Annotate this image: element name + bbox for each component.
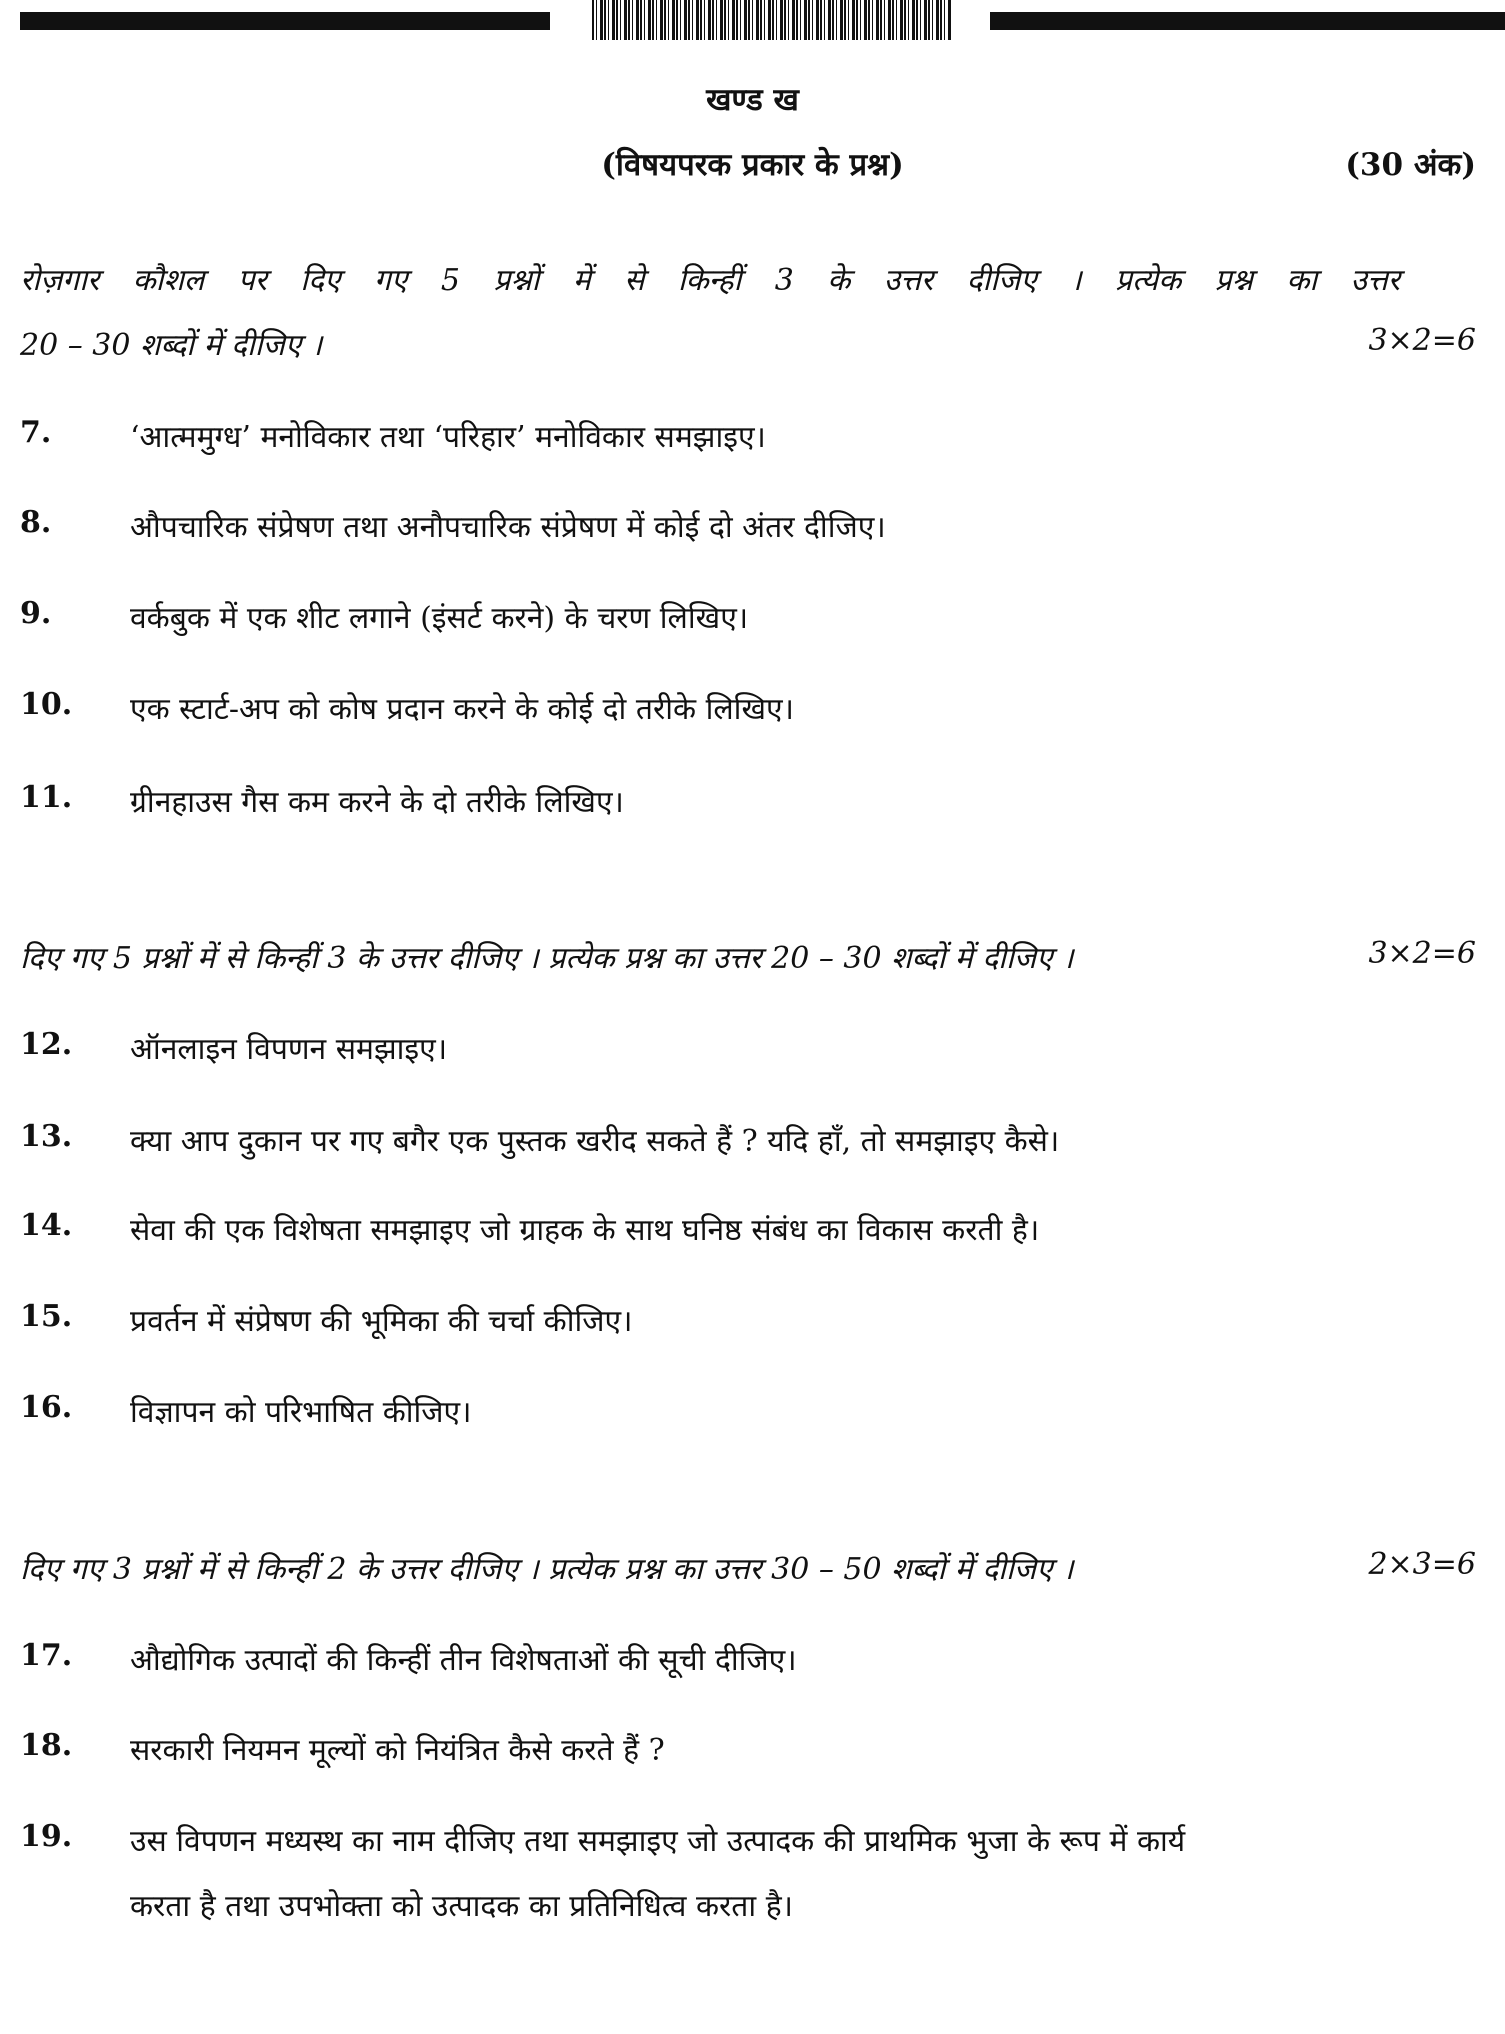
instruction: दिए गए 5 प्रश्नों में से किन्हीं 3 के उत्तर दीजिए । प्रत्येक प्रश्न का उत्तर 20 – 30 शब्दों में दीजिए । [20, 941, 1074, 976]
question-text: सरकारी नियमन मूल्यों को नियंत्रित कैसे करते हैं ? [130, 1733, 665, 1768]
question-number: 12. [20, 1027, 73, 1062]
question-number: 19. [20, 1819, 73, 1854]
question-text: क्या आप दुकान पर गए बगैर एक पुस्तक खरीद सकते हैं ? यदि हाँ, तो समझाइए कैसे। [130, 1124, 1060, 1159]
section-title: खण्ड ख [706, 82, 799, 118]
question-number: 16. [20, 1390, 73, 1425]
question-number: 8. [20, 505, 52, 540]
question-text: विज्ञापन को परिभाषित कीजिए। [130, 1395, 472, 1430]
question-number: 17. [20, 1638, 73, 1673]
group-marks: 3×2=6 [1368, 323, 1476, 358]
group-marks: 2×3=6 [1368, 1547, 1476, 1582]
instruction: रोज़गार कौशल पर दिए गए 5 प्रश्नों में से किन्हीं 3 के उत्तर दीजिए । प्रत्येक प्रश्न का उत्तर [20, 263, 1400, 298]
header-bar-right [990, 12, 1505, 30]
question-number: 15. [20, 1299, 73, 1334]
question-text: एक स्टार्ट-अप को कोष प्रदान करने के कोई दो तरीके लिखिए। [130, 692, 794, 727]
question-number: 10. [20, 687, 73, 722]
question-text: वर्कबुक में एक शीट लगाने (इंसर्ट करने) के चरण लिखिए। [130, 601, 749, 636]
section-marks: (30 अंक) [1345, 147, 1476, 183]
instruction: 20 – 30 शब्दों में दीजिए । [20, 328, 323, 363]
header-bar-left [20, 12, 550, 30]
question-text: उस विपणन मध्यस्थ का नाम दीजिए तथा समझाइए जो उत्पादक की प्राथमिक भुजा के रूप में कार्य [130, 1824, 1186, 1859]
question-text: ग्रीनहाउस गैस कम करने के दो तरीके लिखिए। [130, 785, 624, 820]
question-number: 14. [20, 1208, 73, 1243]
question-text: ऑनलाइन विपणन समझाइए। [130, 1032, 448, 1067]
question-number: 9. [20, 596, 52, 631]
question-text: सेवा की एक विशेषता समझाइए जो ग्राहक के साथ घनिष्ठ संबंध का विकास करती है। [130, 1213, 1040, 1248]
question-number: 11. [20, 780, 73, 815]
question-text: प्रवर्तन में संप्रेषण की भूमिका की चर्चा कीजिए। [130, 1304, 633, 1339]
group-marks: 3×2=6 [1368, 936, 1476, 971]
question-number: 7. [20, 415, 52, 450]
barcode [592, 0, 952, 40]
question-text-continued: करता है तथा उपभोक्ता को उत्पादक का प्रतिनिधित्व करता है। [130, 1889, 793, 1924]
question-text: औपचारिक संप्रेषण तथा अनौपचारिक संप्रेषण में कोई दो अंतर दीजिए। [130, 510, 886, 545]
question-number: 18. [20, 1728, 73, 1763]
question-text: औद्योगिक उत्पादों की किन्हीं तीन विशेषताओं की सूची दीजिए। [130, 1643, 797, 1678]
instruction: दिए गए 3 प्रश्नों में से किन्हीं 2 के उत्तर दीजिए । प्रत्येक प्रश्न का उत्तर 30 – 50 शब्दों में दीजिए । [20, 1552, 1074, 1587]
question-number: 13. [20, 1119, 73, 1154]
section-subtitle: (विषयपरक प्रकार के प्रश्न) [601, 147, 904, 183]
question-text: ‘आत्ममुग्ध’ मनोविकार तथा ‘परिहार’ मनोविकार समझाइए। [130, 420, 766, 455]
